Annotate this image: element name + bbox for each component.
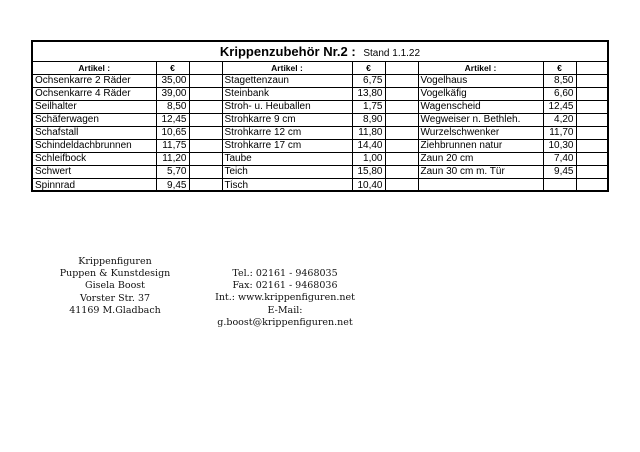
column-header-euro: € [352, 62, 385, 75]
item-price: 6,75 [352, 75, 385, 88]
spacer-cell [576, 88, 607, 101]
spacer-cell [189, 179, 222, 192]
spacer-cell [189, 88, 222, 101]
column-header-euro: € [156, 62, 189, 75]
item-name: Schafstall [33, 127, 156, 140]
item-name: Teich [222, 166, 352, 179]
table-row [33, 153, 607, 166]
table-header-row [33, 62, 607, 75]
item-price: 14,40 [352, 140, 385, 153]
item-price: 8,50 [156, 101, 189, 114]
item-price: 8,50 [543, 75, 576, 88]
price-list-title-row [33, 42, 607, 62]
item-name: Ochsenkarre 2 Räder [33, 75, 156, 88]
address-block [40, 256, 190, 317]
spacer-cell [385, 62, 418, 75]
column-header-artikel: Artikel : [418, 62, 543, 75]
item-price: 9,45 [543, 166, 576, 179]
spacer-cell [385, 75, 418, 88]
spacer-cell [576, 62, 607, 75]
item-name: Steinbank [222, 88, 352, 101]
spacer-cell [189, 140, 222, 153]
item-name: Stroh- u. Heuballen [222, 101, 352, 114]
item-name: Vogelhaus [418, 75, 543, 88]
item-price: 4,20 [543, 114, 576, 127]
spacer-cell [385, 88, 418, 101]
contact-details-block [205, 268, 365, 329]
item-name: Wurzelschwenker [418, 127, 543, 140]
address-line: Krippenfiguren [78, 256, 152, 267]
spacer-cell [385, 140, 418, 153]
item-name: Strohkarre 12 cm [222, 127, 352, 140]
spacer-cell [385, 127, 418, 140]
column-header-euro: € [543, 62, 576, 75]
item-price: 5,70 [156, 166, 189, 179]
item-name: Stagettenzaun [222, 75, 352, 88]
table-row [33, 166, 607, 179]
contact-line: Int.: www.krippenfiguren.net [215, 292, 355, 304]
item-price: 1,75 [352, 101, 385, 114]
item-name: Zaun 20 cm [418, 153, 543, 166]
item-name: Schindeldachbrunnen [33, 140, 156, 153]
item-price: 6,60 [543, 88, 576, 101]
item-price: 12,45 [543, 101, 576, 114]
spacer-cell [189, 127, 222, 140]
spacer-cell [385, 166, 418, 179]
price-list-sheet [31, 40, 609, 192]
item-name: Spinnrad [33, 179, 156, 192]
address-line: Vorster Str. 37 [79, 292, 151, 304]
item-name: Schleifbock [33, 153, 156, 166]
spacer-cell [189, 166, 222, 179]
spacer-cell [385, 153, 418, 166]
item-price: 10,30 [543, 140, 576, 153]
item-price: 11,75 [156, 140, 189, 153]
spacer-cell [189, 153, 222, 166]
item-name: Strohkarre 9 cm [222, 114, 352, 127]
spacer-cell [576, 101, 607, 114]
price-list-date: Stand 1.1.22 [363, 48, 421, 59]
spacer-cell [385, 179, 418, 192]
item-price: 1,00 [352, 153, 385, 166]
table-row [33, 127, 607, 140]
item-name: Ochsenkarre 4 Räder [33, 88, 156, 101]
price-table [33, 62, 607, 192]
item-name: Ziehbrunnen natur [418, 140, 543, 153]
address-line: 41169 M.Gladbach [69, 304, 161, 316]
item-price: 7,40 [543, 153, 576, 166]
spacer-cell [576, 127, 607, 140]
column-header-artikel: Artikel : [222, 62, 352, 75]
spacer-cell [576, 114, 607, 127]
price-list-title: Krippenzubehör Nr.2 : [219, 44, 356, 59]
table-row [33, 179, 607, 192]
item-name: Wagenscheid [418, 101, 543, 114]
table-row [33, 101, 607, 114]
address-line: Gisela Boost [85, 280, 145, 292]
table-row [33, 140, 607, 153]
contact-line: E-Mail: g.boost@krippenfiguren.net [217, 304, 353, 328]
table-row [33, 114, 607, 127]
item-name: Seilhalter [33, 101, 156, 114]
spacer-cell [189, 114, 222, 127]
item-name: Tisch [222, 179, 352, 192]
item-price: 11,80 [352, 127, 385, 140]
spacer-cell [189, 75, 222, 88]
spacer-cell [576, 140, 607, 153]
item-price: 9,45 [156, 179, 189, 192]
item-price: 12,45 [156, 114, 189, 127]
spacer-cell [576, 75, 607, 88]
item-name: Schwert [33, 166, 156, 179]
item-price: 8,90 [352, 114, 385, 127]
item-price: 13,80 [352, 88, 385, 101]
item-price: 35,00 [156, 75, 189, 88]
item-price: 11,70 [543, 127, 576, 140]
table-row [33, 75, 607, 88]
item-name: Strohkarre 17 cm [222, 140, 352, 153]
spacer-cell [576, 153, 607, 166]
item-name [418, 179, 543, 192]
spacer-cell [576, 166, 607, 179]
spacer-cell [576, 179, 607, 192]
item-price: 15,80 [352, 166, 385, 179]
contact-line: Fax: 02161 - 9468036 [232, 280, 338, 292]
item-name: Schäferwagen [33, 114, 156, 127]
table-row [33, 88, 607, 101]
spacer-cell [189, 101, 222, 114]
item-name: Vogelkäfig [418, 88, 543, 101]
item-price: 39,00 [156, 88, 189, 101]
address-line: Puppen & Kunstdesign [59, 268, 171, 280]
column-header-artikel: Artikel : [33, 62, 156, 75]
item-name: Taube [222, 153, 352, 166]
item-price: 10,65 [156, 127, 189, 140]
item-price [543, 179, 576, 192]
contact-line: Tel.: 02161 - 9468035 [232, 268, 338, 279]
item-price: 11,20 [156, 153, 189, 166]
item-name: Zaun 30 cm m. Tür [418, 166, 543, 179]
item-name: Wegweiser n. Bethleh. [418, 114, 543, 127]
spacer-cell [385, 114, 418, 127]
spacer-cell [385, 101, 418, 114]
item-price: 10,40 [352, 179, 385, 192]
spacer-cell [189, 62, 222, 75]
